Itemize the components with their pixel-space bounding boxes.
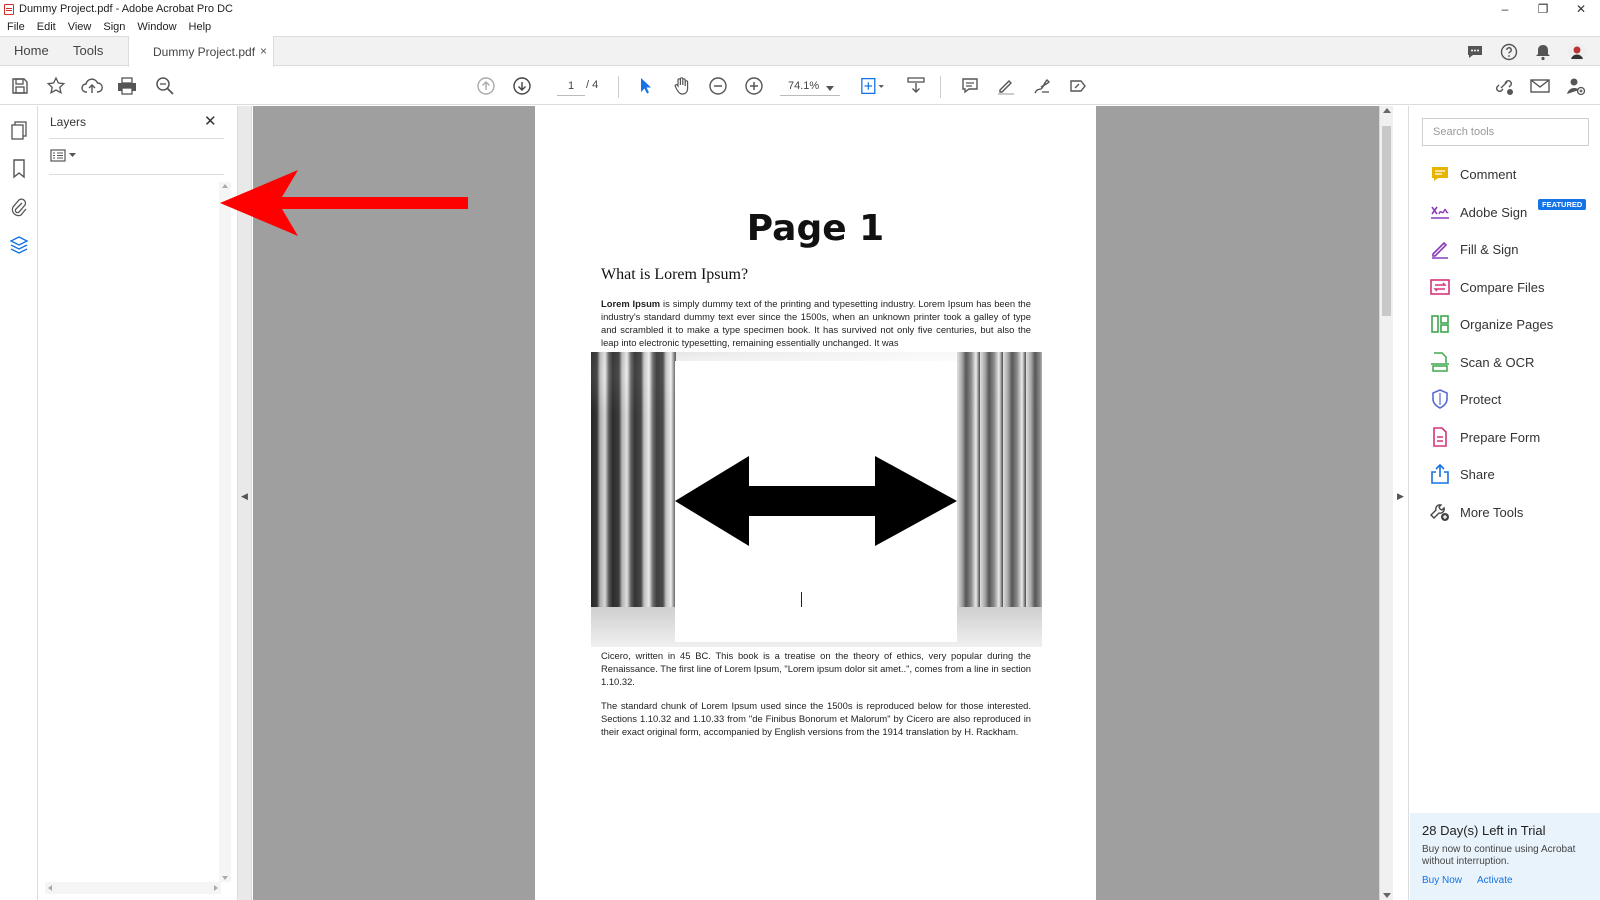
layers-panel-title: Layers [50, 115, 87, 129]
tool-comment[interactable] [1430, 162, 1516, 186]
page-thumbnails-icon[interactable] [8, 120, 30, 142]
chevron-left-icon[interactable]: ◀ [241, 491, 248, 501]
layers-icon[interactable] [8, 234, 30, 256]
layers-vertical-scrollbar[interactable] [219, 182, 231, 882]
scan-ocr-icon [1430, 352, 1450, 372]
layers-panel [39, 106, 238, 900]
zoom-level-select[interactable]: 74.1% [780, 76, 840, 96]
email-icon[interactable] [1528, 74, 1552, 98]
tab-tools[interactable]: Tools [73, 43, 104, 58]
paragraph-1-text: is simply dummy text of the printing and typesetting industry. Lorem Ipsum has been the industry's standard dummy text ever since the 1500s, when an unknown printer took a galley of type and scrambled it to make a type specimen book. It has survived not only five centuries, but also the leap into electronic typesetting, remaining essentially unchanged. It was [601, 298, 1031, 348]
star-icon[interactable] [44, 74, 68, 98]
section-heading: What is Lorem Ipsum? [601, 266, 749, 283]
tool-more-tools[interactable] [1430, 500, 1523, 524]
tool-label: Prepare Form [1460, 429, 1541, 445]
tool-label: More Tools [1460, 504, 1524, 520]
tool-label: Comment [1460, 166, 1517, 182]
paragraph-3: The standard chunk of Lorem Ipsum used since the 1500s is reproduced below for those interested. Sections 1.10.32 and 1.10.33 from "de Finibus Bonorum et Malorum" by Cicero are also reproduced in their exact original form, accompanied by English versions from the 1914 translation by H. Rackham. [601, 700, 1031, 737]
share-link-icon[interactable] [1492, 74, 1516, 98]
pdf-page[interactable] [535, 106, 1096, 900]
help-icon[interactable] [1498, 41, 1520, 63]
tab-home[interactable]: Home [14, 43, 49, 58]
share-icon [1430, 464, 1450, 484]
zoom-in-icon[interactable] [742, 74, 766, 98]
notifications-bell-icon[interactable] [1532, 41, 1554, 63]
chevron-down-icon[interactable] [826, 81, 834, 95]
document-scrollbar[interactable] [1379, 106, 1393, 900]
scrollbar-thumb[interactable] [1382, 126, 1391, 316]
page-number-input[interactable]: 1 [557, 76, 585, 96]
avatar[interactable] [1566, 41, 1588, 63]
scroll-up-icon [1383, 108, 1391, 113]
scroll-down-icon [1383, 893, 1391, 898]
white-overlay-box[interactable] [675, 361, 957, 642]
save-icon[interactable] [8, 74, 32, 98]
tool-label: Share [1460, 466, 1495, 482]
chevron-right-icon[interactable]: ▶ [1397, 491, 1404, 501]
highlight-pen-icon[interactable] [994, 74, 1018, 98]
organize-pages-icon [1430, 314, 1450, 334]
restore-button[interactable]: ❐ [1537, 2, 1549, 16]
comment-icon[interactable] [958, 74, 982, 98]
image-trees-right [957, 352, 1042, 647]
upload-cloud-icon[interactable] [80, 74, 104, 98]
prepare-form-icon [1430, 427, 1450, 447]
close-window-button[interactable]: ✕ [1575, 2, 1587, 16]
menu-sign[interactable]: Sign [103, 21, 126, 33]
tab-bar [0, 36, 1600, 66]
protect-icon [1430, 389, 1450, 409]
search-tools-input[interactable]: Search tools [1422, 118, 1589, 146]
previous-page-icon[interactable] [474, 74, 498, 98]
edit-share-icon[interactable] [1066, 74, 1090, 98]
trial-banner [1410, 813, 1600, 900]
collapse-right-pane-handle[interactable] [1393, 106, 1409, 900]
close-tab-button[interactable]: × [259, 44, 267, 58]
red-arrow-annotation [220, 170, 470, 242]
print-icon[interactable] [115, 74, 139, 98]
divider [49, 138, 224, 139]
chevron-down-icon [69, 153, 76, 158]
tools-pane [1410, 106, 1600, 900]
bookmark-icon[interactable] [8, 158, 30, 180]
comment-icon [1430, 164, 1450, 184]
tool-share[interactable] [1430, 462, 1495, 486]
scroll-mode-icon[interactable] [904, 74, 928, 98]
layers-options-menu[interactable] [50, 149, 76, 162]
buy-now-link[interactable]: Buy Now [1422, 875, 1463, 886]
sign-pen-icon[interactable] [1030, 74, 1054, 98]
menu-file[interactable]: File [7, 21, 25, 33]
tool-fill-sign[interactable] [1430, 237, 1519, 261]
trial-heading: 28 Day(s) Left in Trial [1422, 823, 1546, 838]
compare-files-icon [1430, 277, 1450, 297]
image-trees-left [591, 352, 676, 647]
toolbar-divider [940, 76, 941, 98]
adobe-sign-icon [1430, 202, 1450, 222]
next-page-icon[interactable] [510, 74, 534, 98]
tool-organize-pages[interactable] [1430, 312, 1553, 336]
tool-adobe-sign[interactable] [1430, 200, 1527, 224]
tool-prepare-form[interactable] [1430, 425, 1540, 449]
window-title: Dummy Project.pdf - Adobe Acrobat Pro DC [19, 3, 233, 15]
paragraph-1 [601, 297, 1031, 349]
bold-term: Lorem Ipsum [601, 298, 661, 309]
tool-label: Fill & Sign [1460, 241, 1519, 257]
page-heading: Page 1 [746, 208, 885, 249]
zoom-out-icon[interactable] [706, 74, 730, 98]
winter-forest-image[interactable] [591, 352, 1042, 647]
tool-label: Compare Files [1460, 279, 1545, 295]
tool-compare-files[interactable] [1430, 275, 1545, 299]
close-layers-panel-button[interactable]: ✕ [204, 113, 217, 130]
attachment-paperclip-icon[interactable] [8, 196, 30, 218]
activate-link[interactable]: Activate [1477, 875, 1513, 886]
paragraph-2: Cicero, written in 45 BC. This book is a treatise on the theory of ethics, very popular during the Renaissance. The first line of Lorem Ipsum, "Lorem ipsum dolor sit amet..", comes from a line in section 1.10.32. [601, 650, 1031, 687]
toolbar-divider [618, 76, 619, 98]
hand-tool-icon[interactable] [670, 74, 694, 98]
menu-view[interactable]: View [67, 21, 92, 33]
account-icons [1464, 41, 1588, 63]
menu-window[interactable]: Window [137, 21, 177, 33]
chat-icon[interactable] [1464, 41, 1486, 63]
tool-label: Protect [1460, 391, 1502, 407]
menu-bar [0, 18, 1600, 36]
options-list-icon [50, 149, 66, 162]
main-toolbar [0, 67, 1600, 105]
add-person-icon[interactable] [1564, 74, 1588, 98]
menu-edit[interactable]: Edit [36, 21, 56, 33]
tool-label: Organize Pages [1460, 316, 1554, 332]
more-tools-icon [1430, 502, 1450, 522]
page-total: / 4 [586, 79, 599, 91]
layers-horizontal-scrollbar[interactable] [45, 882, 221, 894]
search-zoom-icon[interactable] [153, 74, 177, 98]
minimize-button[interactable]: – [1501, 2, 1509, 16]
menu-help[interactable]: Help [188, 21, 212, 33]
acrobat-app-icon [4, 4, 14, 15]
text-cursor [801, 592, 802, 607]
left-nav-pane [0, 106, 38, 900]
select-cursor-icon[interactable] [634, 74, 658, 98]
featured-badge: FEATURED [1538, 199, 1586, 210]
fill-sign-icon [1430, 239, 1450, 259]
tool-label: Scan & OCR [1460, 354, 1535, 370]
divider [49, 174, 224, 175]
tool-protect[interactable] [1430, 387, 1501, 411]
document-tab-label: Dummy Project.pdf [153, 44, 256, 59]
trial-message: Buy now to continue using Acrobat without interruption. [1422, 844, 1576, 867]
fit-page-icon[interactable] [860, 74, 884, 98]
window-controls [1486, 0, 1600, 18]
tool-label: Adobe Sign [1460, 204, 1528, 220]
trial-links [1422, 875, 1588, 886]
double-arrow-icon [675, 456, 957, 546]
title-bar [0, 0, 1600, 18]
tool-scan-ocr[interactable] [1430, 350, 1534, 374]
tab-document[interactable] [128, 36, 274, 67]
